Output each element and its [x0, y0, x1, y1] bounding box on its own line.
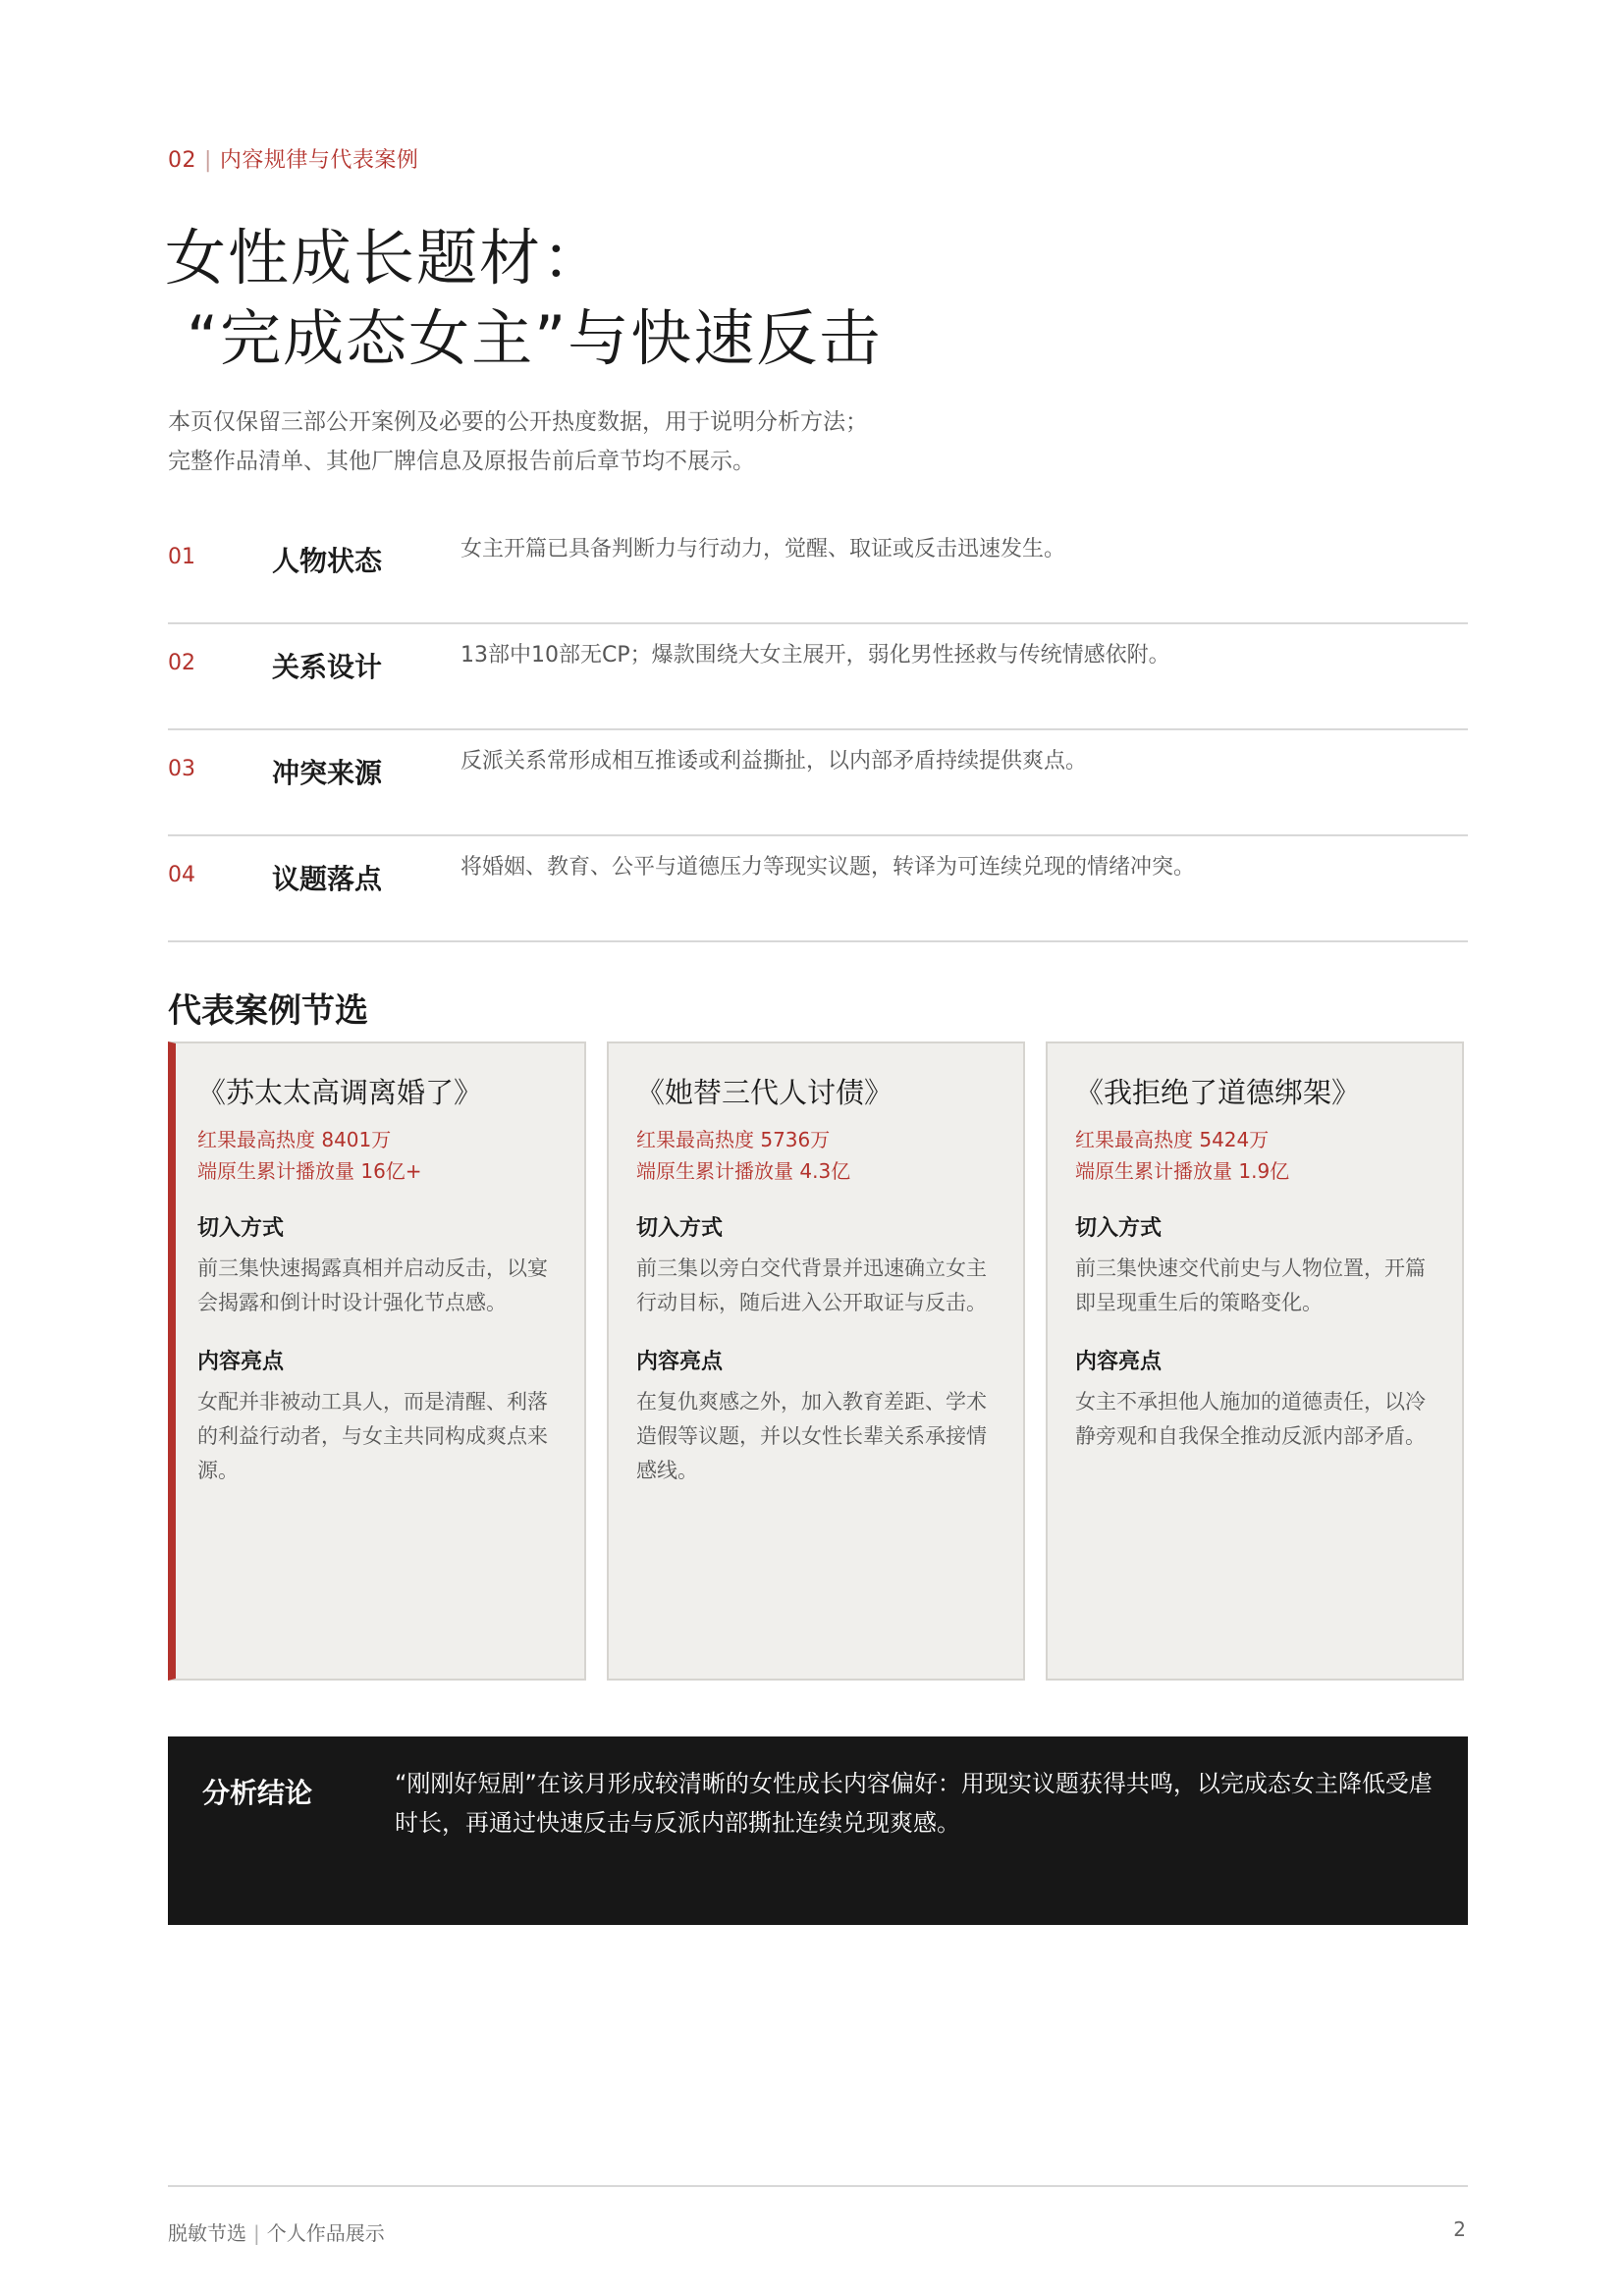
- case-highlight-heading: 内容亮点: [1075, 1350, 1163, 1374]
- content-rules-list: [168, 518, 1468, 942]
- case-entry-text: 前三集快速揭露真相并启动反击，以宴会揭露和倒计时设计强化节点感。: [197, 1256, 548, 1314]
- case-entry-text: 前三集快速交代前史与人物位置，开篇即呈现重生后的策略变化。: [1075, 1256, 1426, 1314]
- page-title: [165, 218, 882, 379]
- case-entry-heading: 切入方式: [1075, 1216, 1163, 1241]
- case-highlight-text: 女配并非被动工具人，而是清醒、利落的利益行动者，与女主共同构成爽点来源。: [197, 1390, 548, 1482]
- rule-number: 02: [168, 651, 195, 675]
- section-name: 内容规律与代表案例: [219, 148, 419, 173]
- cases-heading: 代表案例节选: [168, 991, 368, 1031]
- rule-description: 13部中10部无CP；爆款围绕大女主展开，弱化男性拯救与传统情感依附。: [460, 643, 1170, 667]
- page-title-line1: 女性成长题材：: [165, 222, 606, 294]
- case-cards: [168, 1041, 1468, 1684]
- case-highlight-heading: 内容亮点: [636, 1350, 724, 1374]
- case-stat-heat: 红果最高热度 5424万: [1075, 1128, 1270, 1151]
- case-entry-heading: 切入方式: [636, 1216, 724, 1241]
- case-entry-text: 前三集以旁白交代背景并迅速确立女主行动目标，随后进入公开取证与反击。: [636, 1256, 987, 1314]
- rule-label: 人物状态: [272, 545, 383, 577]
- rule-label: 冲突来源: [272, 757, 383, 789]
- case-stat-heat: 红果最高热度 5736万: [636, 1128, 831, 1151]
- footer-separator: |: [253, 2221, 260, 2245]
- case-entry-heading: 切入方式: [197, 1216, 285, 1241]
- section-number: 02: [168, 148, 196, 173]
- case-card: [1046, 1041, 1464, 1681]
- rule-number: 04: [168, 863, 195, 887]
- case-card: [607, 1041, 1025, 1681]
- rule-row: [168, 836, 1468, 942]
- page-number: 2: [1453, 2217, 1466, 2241]
- case-title: 《她替三代人讨债》: [636, 1076, 893, 1109]
- rule-row: [168, 624, 1468, 730]
- case-stat-plays: 端原生累计播放量 16亿+: [197, 1159, 422, 1183]
- section-tag: [168, 143, 418, 174]
- rule-number: 01: [168, 545, 195, 569]
- intro-text: [168, 402, 1248, 481]
- case-stat-heat: 红果最高热度 8401万: [197, 1128, 392, 1151]
- intro-line1: 本页仅保留三部公开案例及必要的公开热度数据，用于说明分析方法；: [168, 409, 868, 435]
- conclusion-text: “刚刚好短剧”在该月形成较清晰的女性成长内容偏好：用现实议题获得共鸣，以完成态女主降低受虐时长，再通过快速反击与反派内部撕扯连续兑现爽感。: [395, 1770, 1433, 1837]
- rule-description: 女主开篇已具备判断力与行动力，觉醒、取证或反击迅速发生。: [460, 537, 1066, 561]
- page-title-line2: “完成态女主”与快速反击: [187, 302, 883, 374]
- case-title: 《我拒绝了道德绑架》: [1075, 1076, 1361, 1109]
- case-stat-plays: 端原生累计播放量 4.3亿: [636, 1159, 851, 1183]
- case-highlight-text: 在复仇爽感之外，加入教育差距、学术造假等议题，并以女性长辈关系承接情感线。: [636, 1390, 987, 1482]
- footer-label: [168, 2217, 385, 2246]
- footer-label-a: 脱敏节选: [168, 2221, 246, 2245]
- rule-label: 议题落点: [272, 863, 383, 895]
- rule-row: [168, 518, 1468, 624]
- section-separator: |: [204, 148, 212, 173]
- rule-description: 将婚姻、教育、公平与道德压力等现实议题，转译为可连续兑现的情绪冲突。: [460, 855, 1196, 880]
- case-highlight-heading: 内容亮点: [197, 1350, 285, 1374]
- conclusion-box: [168, 1736, 1468, 1925]
- case-card: [168, 1041, 586, 1681]
- footer-divider: [168, 2185, 1468, 2187]
- footer-label-b: 个人作品展示: [266, 2221, 385, 2245]
- rule-label: 关系设计: [272, 651, 383, 683]
- intro-line2: 完整作品清单、其他厂牌信息及原报告前后章节均不展示。: [168, 449, 755, 474]
- case-stat-plays: 端原生累计播放量 1.9亿: [1075, 1159, 1290, 1183]
- rule-number: 03: [168, 757, 195, 781]
- case-title: 《苏太太高调离婚了》: [197, 1076, 483, 1109]
- case-highlight-text: 女主不承担他人施加的道德责任，以冷静旁观和自我保全推动反派内部矛盾。: [1075, 1390, 1426, 1448]
- rule-row: [168, 730, 1468, 836]
- conclusion-label: 分析结论: [202, 1777, 313, 1809]
- rule-description: 反派关系常形成相互推诿或利益撕扯，以内部矛盾持续提供爽点。: [460, 749, 1088, 774]
